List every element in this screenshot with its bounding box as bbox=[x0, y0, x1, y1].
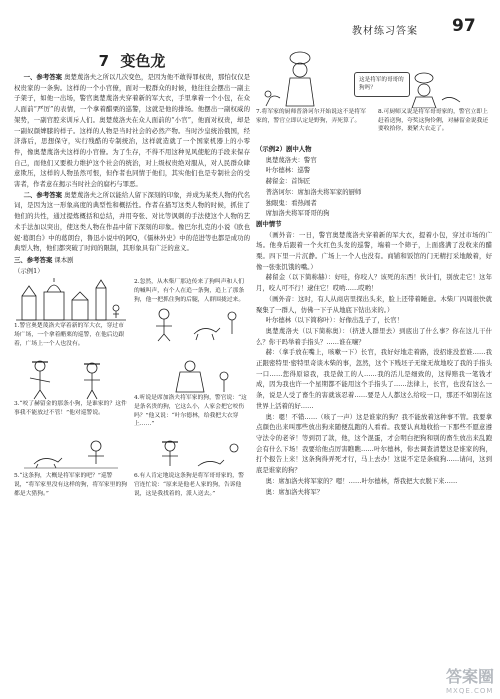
caption-3: 3.“咬了赫留金的那条小狗，是谁家的？这件事我不能放过不管！”他对巡警说。 bbox=[14, 401, 127, 416]
caption-5: 5.“这条狗，大概是将军家的吧？”巡警说，“将军家里没有这样的狗，将军家里的狗都是大猎狗。” bbox=[14, 473, 128, 497]
town-illustration bbox=[14, 278, 128, 322]
crowd-illustration bbox=[134, 304, 248, 342]
caption-2: 2.忽然，从木柴厂那边传来了狗叫声和人们的喊叫声，有个人在追一条狗，追上了那条狗，他一把抓住狗的后腿，人群围拢过来。 bbox=[134, 279, 245, 303]
chapter-number: 7 bbox=[98, 52, 110, 70]
answer-3-heading: 三、参考答案 bbox=[14, 255, 53, 264]
script-paragraph: 奥：嗯！不错……（咳了一声）这是谁家的狗？我不能放着这种事不管。我要拿点颜色出来叫那些放出狗来随便乱跑的人看看。我要认真地收拾一下那些不愿意遵守法令的老爷！等到罚了款，他，这个混蛋，才会明白把狗和别的畜生放出来乱跑会有什么下场！我要给他点厉害瞧瞧……叶尔德林，你去调查清楚这是谁家的狗，打个报告上来！这条狗得弄死才行，马上去办！这说不定是条疯狗……请问，这到底是谁家的狗？ bbox=[256, 412, 492, 475]
script-paragraph: 奥楚蔑洛夫（以下简称奥）：（挤进人群里去）到底出了什么事？你在这儿干什么？你干吗举着手指头？……谁在嚷？ bbox=[256, 326, 492, 346]
role-item: 叶尔德林：巡警 bbox=[265, 166, 311, 175]
right-column bbox=[256, 50, 492, 497]
role-item: 奥楚蔑洛夫：警官 bbox=[265, 155, 317, 164]
script-paragraph: （画外音：一日，警官奥楚蔑洛夫穿着新的军大衣，提着小包，穿过市场的广场。他身后跟着一个火红色头发的巡警，端着一个筛子，上面盛满了没收来的醋栗。四下里一片沉静。广场上一个人也没有。商铺和饭馆的门无精打采地敞着，好像一张张饥饿的嘴。） bbox=[256, 230, 492, 271]
page-number: 97 bbox=[452, 16, 476, 36]
answer-3-body: 课本剧 bbox=[54, 255, 74, 264]
comic-panel-4 bbox=[134, 358, 248, 428]
comic-panel-3 bbox=[14, 358, 128, 417]
dog-illustration bbox=[14, 438, 128, 472]
role-list bbox=[256, 155, 492, 219]
role-item: 普洛诃尔：席加洛夫将军家的厨师 bbox=[265, 187, 362, 196]
coat-illustration bbox=[134, 358, 248, 394]
answer-2-body: 奥楚蔑洛夫之所以能给人留下深刻的印象，并成为某类人物的代名词，是因为这一形象高度的典型性和概括性。作者在描写这类人物的时候，抓住了他们的共性，通过提炼概括和总结，并用夸张、对比等讽刺的手法使这个人物的艺术手法加以突出，使这类人物在作品中留下深刻的印象。像巴尔扎克的小说《欧也妮·葛朗台》中的葛朗台，鲁迅小说中的阿Q，《儒林外史》中的范进等也都是成功的典型人物，他们都突破了时间的限制，其形象具有广泛的意义。 bbox=[14, 190, 251, 253]
comic-panels bbox=[14, 278, 250, 514]
comic-panel-5 bbox=[14, 438, 128, 498]
speech-bubble: 这是将军的哥哥的狗吗？ bbox=[354, 72, 410, 97]
officer-dog-illustration bbox=[134, 438, 248, 472]
answer-2 bbox=[14, 190, 250, 254]
caption-4: 4.听说是席加洛夫将军家的狗，警官说：“这是条名贵的狗，它这么小，人家会把它咬伤吗？”他又说：“叶尔德林，给我把大衣穿上……” bbox=[134, 395, 247, 428]
chapter-name: 变色龙 bbox=[120, 52, 166, 70]
left-column bbox=[14, 50, 250, 514]
script-paragraph: （画外音：这时，有人从商店里探出头来，脸上还带着睡意。木柴厂四周很快就聚集了一群人，仿佛一下子从地底下钻出来的。） bbox=[256, 294, 492, 314]
role-item: 赫留金：首饰匠 bbox=[265, 177, 311, 186]
page-header bbox=[352, 18, 492, 40]
caption-6: 6.有人肯定地说这条狗是将军哥哥家的，警官连忙说：“原来是他老人家的狗，告诉他说，这是我找着的，派人送去。” bbox=[134, 473, 244, 497]
script-paragraph: 赫：（拿手放在嘴上，咳嗽一下）长官，我好好地走着路，没招谁没惹谁……我正跟密特里·密特里奇谈木柴的事，忽然，这个下贱坯子无缘无故地咬了我的手指头一口……您得原谅我，我是做工的人……我的活儿是细致的，这得赔我一笔钱才成，因为我也许一个星期都不能用这个手指头了……法律上，长官，也没有这么一条，说是人受了畜生的害就该忍着……要是人人都这么给咬一口，那还不如别在这世界上活着的好…… bbox=[256, 348, 492, 410]
answer-1-heading: 一、参考答案 bbox=[23, 73, 63, 81]
answer-2-heading: 二、参考答案 bbox=[23, 190, 63, 199]
comic-panel-6 bbox=[134, 438, 248, 498]
comic-panels-7-8 bbox=[256, 50, 492, 144]
answer-1 bbox=[14, 72, 250, 190]
officer-illustration bbox=[14, 358, 128, 400]
answer-1-body: 奥楚蔑洛夫之所以几次变色，是因为他不敢得罪权贵，那怕仅仅是权贵家的一条狗。这样的一个小官僚，面对一般群众的时候，他往往会摆出一副主子架子，如他一出场，警官奥楚蔑洛夫穿着新的军大衣，手里拿着一个小包，在众人面前“严厉”的表情，一个拿着醋栗的巡警，这就是他的排场。他摆出一副权威的架势，一副官腔来训斥人们。奥楚蔑洛夫在众人面前的“小官”，他面对权贵，却是一副奴颜婢膝的样子。这样的人物是当时社会的必然产物。当时沙皇统治俄国，经济落后，思想保守，实行残酷的专制统治，这样就造就了一个国家机器上的小零件，像奥楚蔑洛夫这样的小官僚。为了生存，不得不用这种见风使舵的手段来保存自己，而他们又要极力维护这个社会的统治，对上级权贵绝对服从，对人民群众肆意欺压，这样的人物虽然可恨，但作者也同情于他们，其实他们也是专制社会的受害者，作者意在揭示当时社会的腐朽与罪恶。 bbox=[14, 73, 251, 189]
caption-1: 1.警官奥楚蔑洛夫穿着新的军大衣，穿过市场广场，一个拿着醋栗的巡警，在他后边跟着，广场上一个人也没有。 bbox=[14, 323, 125, 347]
plot-heading: 剧中情节 bbox=[256, 219, 282, 228]
answer-3 bbox=[14, 255, 250, 266]
caption-8: 8.可厨师又说是将军哥哥家的，警官立即上赶着送狗，夸奖这狗伶俐，对赫留金说我还要收拾你，裹紧大衣走了。 bbox=[378, 109, 489, 133]
watermark-text: 答案圈 bbox=[445, 667, 494, 686]
example-2-label: （示例2）剧中人物 bbox=[256, 145, 312, 153]
role-item: 席加洛夫将军哥哥的狗 bbox=[265, 209, 330, 218]
watermark-logo bbox=[446, 664, 494, 695]
script-paragraph: 奥：席加洛夫将军家的？嗯！……叶尔德林，帮我把大衣脱下来…… bbox=[265, 476, 458, 485]
comic-panel-1 bbox=[14, 278, 128, 348]
role-item: 独眼鬼：看热闹者 bbox=[265, 198, 317, 207]
comic-panel-2 bbox=[134, 278, 248, 342]
watermark-url: MXQE.COM bbox=[445, 687, 494, 695]
caption-7: 7.将军家的厨师普洛诃尔开始说这不是将军家的，警官立即认定是野狗，弄死算了。 bbox=[256, 109, 366, 124]
script-body bbox=[256, 230, 492, 487]
script-paragraph: 赫留金（以下简称赫）：好哇，你咬人？该死的东西！伙计们，别放走它！这年月，咬人可不行！逮住它！哎哟……哎哟！ bbox=[256, 273, 492, 293]
script-last-line: 奥：席加洛夫将军？ bbox=[265, 487, 324, 496]
header-label: 教材练习答案 bbox=[352, 26, 418, 37]
chapter-title bbox=[14, 50, 250, 72]
script-paragraph: 叶尔德林（以下简称叶）：好像出乱子了，长官！ bbox=[265, 316, 403, 325]
example-1-label: （示例1） bbox=[14, 266, 44, 275]
